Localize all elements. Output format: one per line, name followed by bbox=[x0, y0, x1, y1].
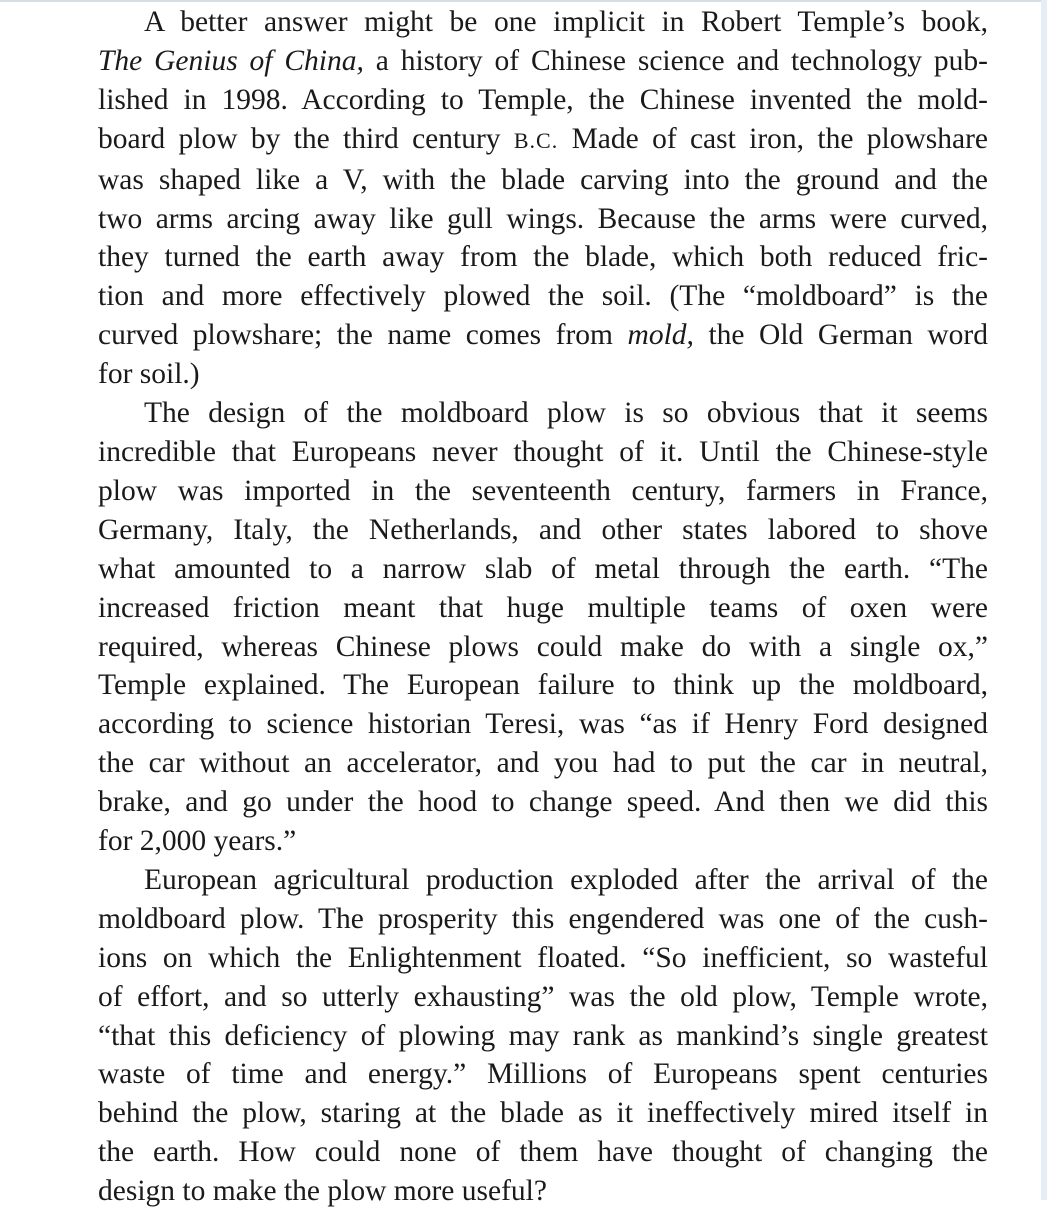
paragraph-2 bbox=[98, 394, 988, 861]
text-line: incredible that Europeans never thought of it. Until the Chinese-style bbox=[98, 435, 988, 468]
viewer-scrollbar-track[interactable] bbox=[1041, 0, 1047, 1200]
text-line: European agricultural production exploded after the arrival of the bbox=[144, 863, 988, 896]
text-line: the earth. How could none of them have thought of changing the bbox=[98, 1136, 988, 1169]
text-line: required, whereas Chinese plows could make do with a single ox,” bbox=[98, 630, 988, 663]
text-line: plow was imported in the seventeenth century, farmers in France, bbox=[98, 474, 988, 507]
text-line: The Genius of China, a history of Chinese science and technology pub- bbox=[98, 44, 988, 77]
text-line: according to science historian Teresi, was “as if Henry Ford designed bbox=[98, 708, 988, 741]
text-line: for soil.) bbox=[98, 358, 200, 391]
text-line: A better answer might be one implicit in Robert Temple’s book, bbox=[144, 6, 988, 38]
paragraph-3 bbox=[98, 861, 988, 1211]
text-line: design to make the plow more useful? bbox=[98, 1175, 547, 1208]
text-line: moldboard plow. The prosperity this engendered was one of the cush- bbox=[98, 902, 988, 935]
text-line: they turned the earth away from the blade, which both reduced fric- bbox=[98, 241, 988, 274]
text-line: “that this deficiency of plowing may rank as mankind’s single greatest bbox=[98, 1019, 988, 1052]
text-line: what amounted to a narrow slab of metal through the earth. “The bbox=[98, 552, 988, 585]
text-line: Germany, Italy, the Netherlands, and other states labored to shove bbox=[98, 513, 988, 546]
book-page bbox=[98, 3, 988, 1211]
text-line: tion and more effectively plowed the soil. (The “moldboard” is the bbox=[98, 280, 988, 313]
text-line: the car without an accelerator, and you had to put the car in neutral, bbox=[98, 747, 988, 780]
viewer-top-border bbox=[0, 0, 1047, 2]
text-line: increased friction meant that huge multiple teams of oxen were bbox=[98, 591, 988, 624]
book-title-italic: The Genius of China, bbox=[98, 44, 364, 77]
text-line: ions on which the Enlightenment floated. “So inefficient, so wasteful bbox=[98, 941, 988, 974]
text-line: two arms arcing away like gull wings. Because the arms were curved, bbox=[98, 202, 988, 235]
text-line: for 2,000 years.” bbox=[98, 825, 297, 858]
text-line: curved plowshare; the name comes from mold, the Old German word bbox=[98, 319, 988, 352]
text-line: of effort, and so utterly exhausting” was the old plow, Temple wrote, bbox=[98, 980, 988, 1013]
text-line: lished in 1998. According to Temple, the Chinese invented the mold- bbox=[98, 83, 988, 116]
text-line: waste of time and energy.” Millions of Europeans spent centuries bbox=[98, 1058, 988, 1091]
italic-word: mold, bbox=[627, 319, 694, 352]
text-line: The design of the moldboard plow is so obvious that it seems bbox=[144, 397, 988, 430]
text-line: was shaped like a V, with the blade carving into the ground and the bbox=[98, 163, 988, 196]
text-line: behind the plow, staring at the blade as it ineffectively mired itself in bbox=[98, 1097, 988, 1130]
text-line: Temple explained. The European failure to think up the moldboard, bbox=[98, 669, 988, 702]
paragraph-1 bbox=[98, 3, 988, 394]
text-line: board plow by the third century B.C. Made of cast iron, the plowshare bbox=[98, 122, 988, 155]
era-abbreviation: B.C. bbox=[513, 127, 559, 153]
text-line: brake, and go under the hood to change speed. And then we did this bbox=[98, 786, 988, 819]
